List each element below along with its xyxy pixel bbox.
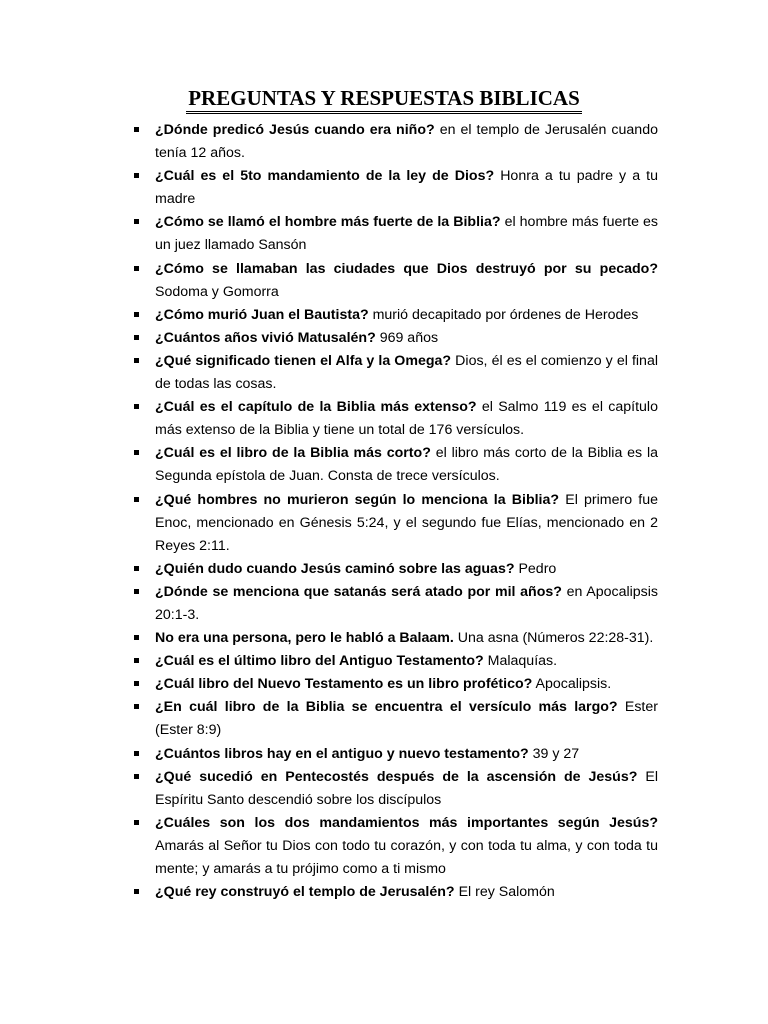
- square-bullet-icon: [134, 751, 139, 756]
- question-text: ¿Dónde se menciona que satanás será atado por mil años?: [155, 583, 562, 600]
- square-bullet-icon: [134, 404, 139, 409]
- list-item: [120, 558, 658, 581]
- question-text: ¿Cómo se llamaban las ciudades que Dios destruyó por su pecado?: [155, 260, 658, 277]
- list-item: [120, 650, 658, 673]
- square-bullet-icon: [134, 774, 139, 779]
- answer-text: Dios, él es el comienzo y el final de todas las cosas.: [155, 352, 658, 393]
- question-text: ¿Cuántos años vivió Matusalén?: [155, 329, 376, 346]
- square-bullet-icon: [134, 358, 139, 363]
- list-item: [120, 396, 658, 442]
- question-text: ¿Cómo murió Juan el Bautista?: [155, 306, 369, 323]
- list-item: [120, 881, 658, 904]
- answer-text: El rey Salomón: [458, 884, 555, 901]
- answer-text: 39 y 27: [532, 745, 580, 762]
- question-text: ¿Cuál es el capítulo de la Biblia más extenso?: [155, 399, 477, 416]
- question-text: ¿En cuál libro de la Biblia se encuentra el versículo más largo?: [155, 699, 618, 716]
- question-text: ¿Cuál libro del Nuevo Testamento es un libro profético?: [155, 676, 533, 693]
- square-bullet-icon: [134, 219, 139, 224]
- answer-text: Amarás al Señor tu Dios con todo tu corazón, y con toda tu alma, y con toda tu mente; y amarás a tu prójimo como a ti mismo: [155, 837, 658, 877]
- square-bullet-icon: [134, 173, 139, 178]
- list-item: [120, 165, 658, 211]
- answer-text: el hombre más fuerte es un juez llamado Sansón: [155, 214, 658, 254]
- question-text: ¿Qué sucedió en Pentecostés después de la ascensión de Jesús?: [155, 768, 638, 785]
- question-text: ¿Cuántos libros hay en el antiguo y nuevo testamento?: [155, 745, 529, 762]
- answer-text: Apocalipsis.: [535, 676, 612, 693]
- document-title-text: PREGUNTAS Y RESPUESTAS BIBLICAS: [186, 86, 582, 114]
- question-text: ¿Cómo se llamó el hombre más fuerte de la Biblia?: [155, 214, 501, 231]
- answer-text: en el templo de Jerusalén cuando tenía 12 años.: [155, 122, 658, 162]
- answer-text: Pedro: [518, 560, 557, 577]
- answer-text: Ester (Ester 8:9): [155, 699, 658, 739]
- list-item: [120, 696, 658, 742]
- answer-text: Honra a tu padre y a tu madre: [155, 168, 658, 208]
- answer-text: en Apocalipsis 20:1-3.: [155, 583, 658, 623]
- question-text: ¿Quién dudo cuando Jesús caminó sobre las aguas?: [155, 560, 515, 577]
- list-item: [120, 327, 658, 350]
- list-item: [120, 211, 658, 257]
- answer-text: murió decapitado por órdenes de Herodes: [372, 306, 639, 323]
- question-text: No era una persona, pero le habló a Balaam.: [155, 630, 454, 647]
- answer-text: Una asna (Números 22:28-31).: [457, 630, 654, 647]
- square-bullet-icon: [134, 450, 139, 455]
- answer-text: el libro más corto de la Biblia es la Segunda epístola de Juan. Consta de trece versículos.: [155, 445, 659, 485]
- list-item: [120, 812, 658, 881]
- question-text: ¿Cuál es el último libro del Antiguo Testamento?: [155, 653, 484, 670]
- list-item: [120, 743, 658, 766]
- list-item: [120, 627, 658, 650]
- question-text: ¿Qué significado tienen el Alfa y la Omega?: [155, 352, 452, 369]
- square-bullet-icon: [134, 820, 139, 825]
- square-bullet-icon: [134, 635, 139, 640]
- question-text: ¿Cuáles son los dos mandamientos más importantes según Jesús?: [155, 814, 658, 831]
- square-bullet-icon: [134, 589, 139, 594]
- square-bullet-icon: [134, 497, 139, 502]
- answer-text: 969 años: [379, 329, 439, 346]
- list-item: [120, 119, 658, 165]
- list-item: [120, 350, 658, 396]
- document-title: [0, 84, 768, 114]
- square-bullet-icon: [134, 312, 139, 317]
- list-item: [120, 442, 658, 488]
- list-item: [120, 766, 658, 812]
- square-bullet-icon: [134, 335, 139, 340]
- square-bullet-icon: [134, 704, 139, 709]
- list-item: [120, 489, 658, 558]
- question-text: ¿Qué rey construyó el templo de Jerusalén?: [155, 884, 455, 901]
- square-bullet-icon: [134, 889, 139, 894]
- square-bullet-icon: [134, 658, 139, 663]
- square-bullet-icon: [134, 127, 139, 132]
- qa-list: [120, 119, 658, 904]
- list-item: [120, 258, 658, 304]
- answer-text: El Espíritu Santo descendió sobre los discípulos: [155, 768, 658, 808]
- list-item: [120, 673, 658, 696]
- square-bullet-icon: [134, 266, 139, 271]
- answer-text: Malaquías.: [487, 653, 558, 670]
- question-text: ¿Cuál es el libro de la Biblia más corto?: [155, 445, 431, 462]
- question-text: ¿Cuál es el 5to mandamiento de la ley de Dios?: [155, 168, 495, 185]
- list-item: [120, 581, 658, 627]
- answer-text: el Salmo 119 es el capítulo más extenso de la Biblia y tiene un total de 176 versículos.: [155, 399, 658, 439]
- square-bullet-icon: [134, 566, 139, 571]
- question-text: ¿Qué hombres no murieron según lo menciona la Biblia?: [155, 491, 560, 508]
- list-item: [120, 304, 658, 327]
- square-bullet-icon: [134, 681, 139, 686]
- question-text: ¿Dónde predicó Jesús cuando era niño?: [155, 122, 435, 138]
- answer-text: El primero fue Enoc, mencionado en Génesis 5:24, y el segundo fue Elías, mencionado en 2 Reyes 2:11.: [155, 491, 658, 554]
- answer-text: Sodoma y Gomorra: [155, 283, 279, 300]
